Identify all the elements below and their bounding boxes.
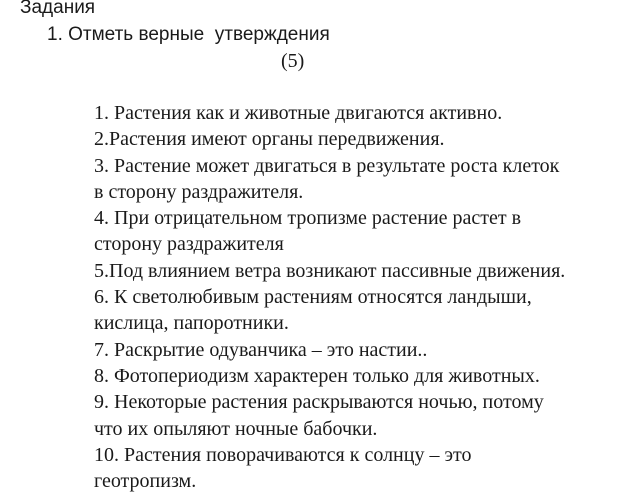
statement-line: 10. Растения поворачиваются к солнцу – это (94, 443, 472, 466)
statement-line: 1. Растения как и животные двигаются активно. (94, 102, 503, 124)
statement-line: геотропизм. (94, 470, 197, 493)
statement-line: 9. Некоторые растения раскрываются ночью, потому (94, 391, 544, 414)
statement-line: 6. К светолюбивым растениям относятся ландыши, (94, 286, 532, 309)
statement-line: 7. Раскрытие одуванчика – это настии.. (94, 338, 428, 361)
task-title: 1. Отметь верные утверждения (47, 24, 330, 45)
statement-line: что их опыляют ночные бабочки. (94, 417, 378, 440)
task-points: (5) (281, 50, 305, 72)
statement-line: 2.Растения имеют органы передвижения. (94, 128, 445, 151)
statement-line: в сторону раздражителя. (94, 180, 304, 203)
statement-line: 3. Растение может двигаться в результате роста клеток (94, 154, 560, 177)
statement-list (94, 100, 624, 494)
statement-line: 8. Фотопериодизм характерен только для животных. (94, 364, 540, 387)
statement-line: кислица, папоротники. (94, 312, 289, 335)
section-heading: Задания (20, 0, 96, 18)
statement-line: 5.Под влиянием ветра возникают пассивные движения. (94, 259, 566, 282)
statement-line: сторону раздражителя (94, 233, 284, 256)
statement-line: 4. При отрицательном тропизме растение растет в (94, 207, 522, 230)
